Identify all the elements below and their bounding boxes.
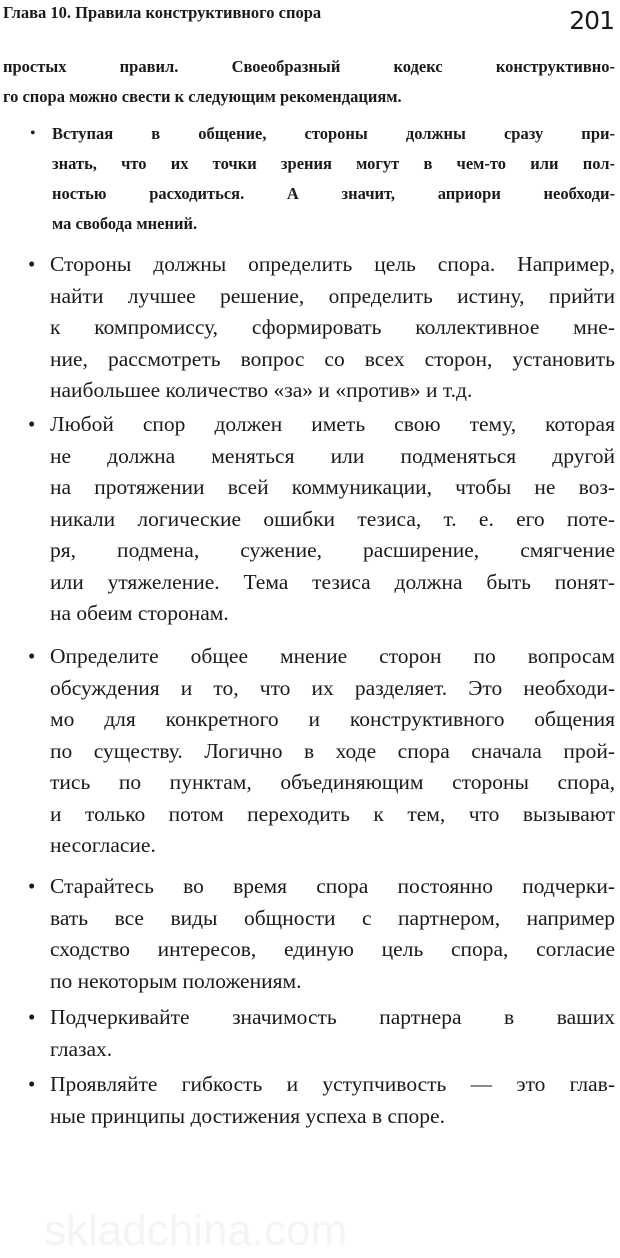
text-line: Старайтесь во время спора постоянно подчерки- — [50, 874, 615, 898]
bullet-item — [30, 119, 615, 239]
intro-paragraph — [3, 52, 615, 112]
text-line: простых правил. Своеобразный кодекс конструктивно- — [3, 57, 615, 76]
text-line: к компромиссу, сформировать коллективное мне- — [50, 315, 615, 339]
text-line: Определите общее мнение сторон по вопросам — [50, 644, 615, 668]
text-line: ние, рассмотреть вопрос со всех сторон, установить — [50, 346, 615, 371]
text-line: вать все виды общности с партнером, например — [50, 905, 615, 930]
bullet-icon: • — [28, 1072, 36, 1096]
text-line: сходство интересов, единую цель спора, согласие — [50, 937, 615, 961]
text-line: ные принципы достижения успеха в споре. — [50, 1103, 445, 1128]
text-line: на протяжении всей коммуникации, чтобы не воз- — [50, 475, 615, 499]
running-header: Глава 10. Правила конструктивного спора — [3, 3, 322, 22]
text-line: и только потом переходить к тем, что вызывают — [50, 801, 615, 826]
text-line: Любой спор должен иметь свою тему, которая — [50, 412, 615, 436]
bullet-item — [28, 641, 615, 862]
text-line: ма свобода мнений. — [52, 214, 198, 233]
text-line: тись по пунктам, объединяющим стороны спора, — [50, 770, 615, 794]
page-number: 201 — [569, 6, 614, 35]
text-line: Подчеркивайте значимость партнера в ваших — [50, 1005, 615, 1029]
text-line: наибольшее количество «за» и «против» и т.д. — [50, 378, 473, 402]
text-line: никали логические ошибки тезиса, т. е. его поте- — [50, 506, 615, 531]
bullet-icon: • — [28, 874, 36, 898]
bullet-icon: • — [30, 125, 36, 142]
bullet-icon: • — [28, 252, 36, 276]
bullet-icon: • — [28, 644, 36, 668]
text-line: го спора можно свести к следующим рекомендациям. — [3, 87, 402, 106]
text-line: обсуждения и то, что их разделяет. Это необходи- — [50, 675, 615, 700]
bullet-item — [28, 249, 615, 407]
text-line: найти лучшее решение, определить истину, прийти — [50, 283, 615, 308]
bullet-item — [28, 871, 615, 997]
text-line: не должна меняться или подменяться другой — [50, 443, 615, 468]
text-line: ностью расходиться. А значит, априори необходи- — [52, 184, 615, 203]
text-line: на обеим сторонам. — [50, 601, 229, 625]
bullet-icon: • — [28, 1005, 36, 1029]
text-line: по некоторым положениям. — [50, 968, 302, 993]
text-line: знать, что их точки зрения могут в чем-то или пол- — [52, 154, 615, 173]
bullet-item — [28, 409, 615, 630]
watermark: skladchina.com — [44, 1206, 348, 1255]
text-line: мо для конкретного и конструктивного общения — [50, 707, 615, 731]
text-line: Вступая в общение, стороны должны сразу при- — [52, 124, 615, 143]
text-line: ря, подмена, сужение, расширение, смягчение — [50, 538, 615, 562]
text-line: Проявляйте гибкость и уступчивость — это глав- — [50, 1072, 615, 1096]
text-line: Стороны должны определить цель спора. Например, — [50, 252, 615, 276]
text-line: несогласие. — [50, 833, 156, 857]
text-line: или утяжеление. Тема тезиса должна быть понят- — [50, 569, 615, 594]
text-line: глазах. — [50, 1036, 113, 1061]
bullet-icon: • — [28, 412, 36, 436]
text-line: по существу. Логично в ходе спора сначала прой- — [50, 738, 615, 763]
bullet-item — [28, 1002, 615, 1065]
bullet-item — [28, 1069, 615, 1132]
